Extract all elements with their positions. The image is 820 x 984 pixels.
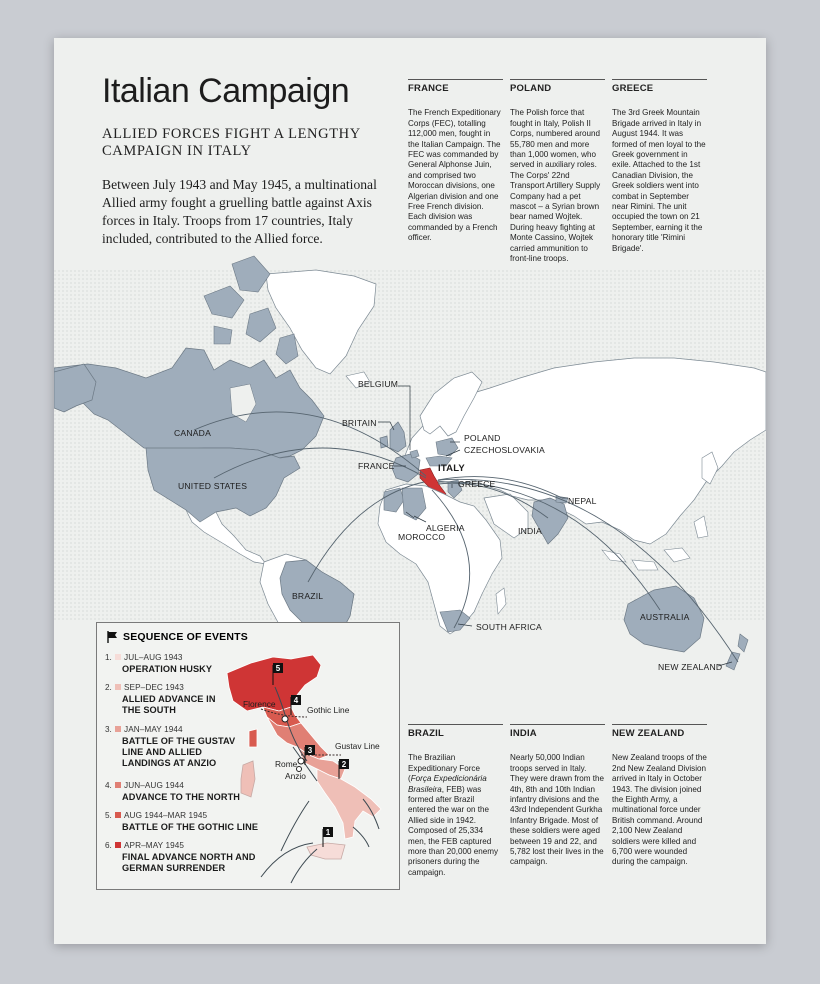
column-heading: INDIA	[510, 724, 605, 739]
label-morocco: MOROCCO	[398, 532, 446, 542]
label-canada: CANADA	[174, 428, 212, 438]
column-new-zealand	[612, 724, 707, 868]
event-swatch	[115, 842, 121, 848]
column-heading: FRANCE	[408, 79, 503, 94]
column-body: The Polish force that fought in Italy, Polish II Corps, numbered around 55,780 men and more than 1,000 women, who served in auxiliary roles. The Corps' 22nd Transport Artillery Supply Company had a pet mascot – a Syrian brown bear named Wojtek. During heavy fighting at Monte Cassino, Wojtek carried ammunition to front-line troops.	[510, 108, 601, 264]
label-czechoslovakia: CZECHOSLOVAKIA	[464, 445, 545, 455]
event-dates: SEP–DEC 1943	[124, 683, 184, 692]
label-britain: BRITAIN	[342, 418, 377, 428]
event-number: 5.	[105, 811, 112, 820]
label-belgium: BELGIUM	[358, 379, 399, 389]
event-number: 4.	[105, 781, 112, 790]
label-france: FRANCE	[358, 461, 395, 471]
column-india	[510, 724, 605, 868]
event-item	[105, 781, 240, 803]
inset-label-rome: Rome	[275, 759, 298, 769]
label-poland: POLAND	[464, 433, 501, 443]
column-body: Nearly 50,000 Indian troops served in Italy. They were drawn from the 4th, 8th and 10th Indian infantry divisions and the 43rd Independent Gurkha Infantry Brigade. Most of these soldiers were aged between 19 and 22, and 5,782 lost their lives in the campaign.	[510, 753, 605, 867]
event-name: BATTLE OF THE GOTHIC LINE	[122, 822, 259, 832]
flag-number: 2	[341, 760, 347, 769]
flag-icon	[107, 631, 118, 643]
column-brazil	[408, 724, 503, 878]
column-body-italic: Força Expedicionária Brasileira	[408, 774, 487, 794]
florence-marker	[282, 716, 288, 722]
column-greece	[612, 79, 707, 254]
flag-number: 5	[275, 664, 281, 673]
event-number: 3.	[105, 725, 112, 734]
inset-label-gustav-line: Gustav Line	[335, 741, 380, 751]
event-name: ADVANCE TO THE NORTH	[122, 792, 241, 802]
column-body: New Zealand troops of the 2nd New Zealand Division arrived in Italy in October 1943. The division joined the Eighth Army, a multinational force under British command. Around 2,100 New Zealand soldiers were killed and 6,700 were wounded during the campaign.	[612, 753, 707, 867]
label-algeria: ALGERIA	[426, 523, 465, 533]
label-nepal: NEPAL	[568, 496, 597, 506]
sequence-heading	[107, 631, 248, 643]
sequence-heading-text: SEQUENCE OF EVENTS	[123, 631, 248, 643]
event-number: 2.	[105, 683, 112, 692]
event-item	[105, 683, 225, 716]
label-australia: AUSTRALIA	[640, 612, 690, 622]
inset-label-gothic-line: Gothic Line	[307, 705, 350, 715]
event-number: 6.	[105, 841, 112, 850]
event-dates: JUN–AUG 1944	[124, 781, 184, 790]
event-item	[105, 653, 212, 675]
event-name: ALLIED ADVANCE IN THE SOUTH	[122, 694, 216, 715]
corsica	[249, 729, 257, 747]
label-south-africa: SOUTH AFRICA	[476, 622, 542, 632]
inset-label-anzio: Anzio	[285, 771, 306, 781]
inset-label-florence: Florence	[243, 699, 276, 709]
sicily	[307, 843, 345, 859]
sardinia	[241, 761, 255, 797]
label-united-states: UNITED STATES	[178, 481, 248, 491]
event-name: FINAL ADVANCE NORTH AND GERMAN SURRENDER	[122, 852, 256, 873]
column-poland	[510, 79, 605, 265]
label-india: INDIA	[518, 526, 542, 536]
event-swatch	[115, 812, 121, 818]
column-heading: NEW ZEALAND	[612, 724, 707, 739]
page-subtitle: ALLIED FORCES FIGHT A LENGTHY CAMPAIGN IN ITALY	[102, 126, 361, 159]
event-dates: APR–MAY 1945	[124, 841, 185, 850]
page-title: Italian Campaign	[102, 72, 350, 110]
column-heading: GREECE	[612, 79, 707, 94]
column-france	[408, 79, 503, 244]
italy-inset-map	[221, 651, 397, 887]
flag-number: 4	[293, 696, 299, 705]
column-heading: POLAND	[510, 79, 605, 94]
event-dates: AUG 1944–MAR 1945	[124, 811, 208, 820]
event-number: 1.	[105, 653, 112, 662]
sequence-of-events-panel	[96, 622, 400, 890]
rome-marker	[298, 758, 304, 764]
label-new-zealand: NEW ZEALAND	[658, 662, 723, 672]
event-swatch	[115, 654, 121, 660]
event-swatch	[115, 726, 121, 732]
label-brazil: BRAZIL	[292, 591, 324, 601]
flag-number: 1	[325, 828, 331, 837]
event-name: BATTLE OF THE GUSTAV LINE AND ALLIED LANDINGS AT ANZIO	[122, 736, 236, 768]
column-heading: BRAZIL	[408, 724, 503, 739]
new-zealand	[726, 634, 748, 670]
label-greece: GREECE	[458, 479, 496, 489]
event-dates: JAN–MAY 1944	[124, 725, 183, 734]
column-body: The 3rd Greek Mountain Brigade arrived in Italy in August 1944. It was formed of men loyal to the Greek government in exile. Attached to the 1st Canadian Division, the Greek soldiers went into combat in September near Rimini. The unit occupied the town on 21 September, earning it the honorary title 'Rimini Brigade'.	[612, 108, 706, 253]
label-italy: ITALY	[438, 463, 465, 474]
page	[54, 38, 766, 944]
event-name: OPERATION HUSKY	[122, 664, 213, 674]
event-dates: JUL–AUG 1943	[124, 653, 183, 662]
column-body: The Brazilian Expeditionary Force (Força Expedicionária Brasileira, FEB) was formed after Brazil entered the war on the Allied side in 1942. Composed of 25,334 men, the FEB captured more than 20,000 enemy prisoners during the campaign.	[408, 753, 498, 877]
event-swatch	[115, 782, 121, 788]
column-body: The French Expeditionary Corps (FEC), totalling 112,000 men, fought in the Italian Campaign. The FEC was commanded by General Alphonse Juin, and comprised two Moroccan divisions, one Algerian division and one Free French division. Each division was commanded by a French officer.	[408, 108, 501, 243]
intro-text: Between July 1943 and May 1945, a multinational Allied army fought a gruelling battle against Axis forces in Italy. Troops from 17 countries, Italy included, contributed to the Allied force.	[102, 177, 377, 246]
flag-number: 3	[307, 746, 313, 755]
event-swatch	[115, 684, 121, 690]
